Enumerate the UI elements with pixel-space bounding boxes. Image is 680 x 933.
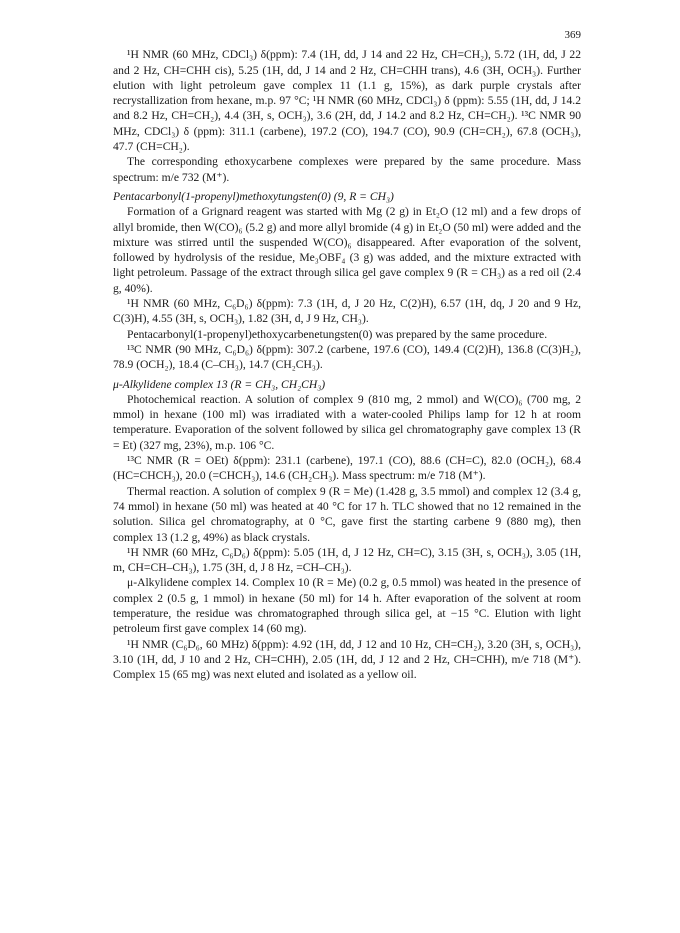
- section-heading: μ-Alkylidene complex 13 (R = CH₃, CH₂CH₃): [113, 377, 326, 391]
- paragraph: ¹³C NMR (90 MHz, C₆D₆) δ(ppm): 307.2 (carbene, 197.6 (CO), 149.4 (C(2)H), 136.8 (C(3)H₂), 78.9 (OCH₂), 18.4 (C–CH₃), 14.7 (CH₂CH₃).: [113, 342, 581, 372]
- paragraph: The corresponding ethoxycarbene complexes were prepared by the same procedure. Mass spectrum: m/e 732 (M⁺).: [113, 155, 581, 184]
- page-number: 369: [564, 29, 581, 41]
- paragraph: ¹H NMR (60 MHz, C₆D₆) δ(ppm): 7.3 (1H, d, J 20 Hz, C(2)H), 6.57 (1H, dq, J 20 and 9 Hz, C(3)H), 4.55 (3H, s, OCH₃), 1.82 (3H, d, J 9 Hz, CH₃).: [113, 297, 581, 326]
- paragraph: Photochemical reaction. A solution of complex 9 (810 mg, 2 mmol) and W(CO)₆ (700 mg, 2 mmol) in hexane (100 ml) was irradiated with a water-cooled Philips lamp for 12 h at room temperature. Evaporation of the solvent followed by silica gel chromatography gave complex 13 (R = Et) (327 mg, 23%), m.p. 106 °C.: [113, 392, 581, 452]
- document-page: [113, 28, 581, 682]
- paragraph: ¹³C NMR (R = OEt) δ(ppm): 231.1 (carbene), 197.1 (CO), 88.6 (CH=C), 82.0 (OCH₂), 68.4 (HC=CHCH₃), 20.0 (=CHCH₃), 14.6 (CH₂CH₃). Mass spectrum: m/e 718 (M⁺).: [113, 454, 581, 483]
- section-heading: Pentacarbonyl(1-propenyl)methoxytungsten(0) (9, R = CH₃): [113, 189, 394, 203]
- paragraph: Formation of a Grignard reagent was started with Mg (2 g) in Et₂O (12 ml) and a few drops of allyl bromide, then W(CO)₆ (5.2 g) and more allyl bromide (4 g) in Et₂O (50 ml) were added and the mixture was stirred until the suspended W(CO)₆ disappeared. After evaporation of the solvent, followed by hydrolysis of the residue, Me₃OBF₄ (3 g) was added, and the mixture extracted with light petroleum. Passage of the extract through silica gel gave complex 9 (R = CH₃) as a red oil (2.4 g, 40%).: [113, 205, 581, 295]
- paragraph: Thermal reaction. A solution of complex 9 (R = Me) (1.428 g, 3.5 mmol) and complex 12 (3.4 g, 74 mmol) in hexane (50 ml) was heated at 40 °C for 17 h. TLC showed that no 12 remained in the solution. Silica gel chromatography, at 0 °C, gave first the starting carbene 9 (880 mg), then complex 13 (1.2 g, 49%) as black crystals.: [113, 484, 581, 544]
- paragraph: ¹H NMR (60 MHz, CDCl₃) δ(ppm): 7.4 (1H, dd, J 14 and 22 Hz, CH=CH₂), 5.72 (1H, dd, J 22 and 2 Hz, CH=CHH cis), 5.25 (1H, dd, J 14 and 2 Hz, CH=CHH trans), 4.6 (3H, OCH₃). Further elution with light petroleum gave complex 11 (1.1 g, 15%), as dark purple crystals after recrystallization from hexane, m.p. 97 °C; ¹H NMR (60 MHz, CDCl₃) δ (ppm): 5.55 (1H, dd, J 14.2 and 8.2 Hz, CH=CH₂), 4.4 (3H, s, OCH₃), 3.6 (2H, dd, J 14.2 and 8.2 Hz, CH=CH₂). ¹³C NMR 90 MHz, CDCl₃) δ (ppm): 311.1 (carbene), 197.2 (CO), 194.7 (CO), 90.9 (CH=CH₂), 67.8 (OCH₃), 47.7 (CH=CH₂).: [113, 48, 581, 154]
- paragraph: ¹H NMR (60 MHz, C₆D₆) δ(ppm): 5.05 (1H, d, J 12 Hz, CH=C), 3.15 (3H, s, OCH₃), 3.05 (1H, m, CH=CH–CH₃), 1.75 (3H, d, J 8 Hz, =CH–CH₃).: [113, 545, 581, 575]
- paragraph: μ-Alkylidene complex 14. Complex 10 (R = Me) (0.2 g, 0.5 mmol) was heated in the presence of complex 2 (0.5 g, 1 mmol) in hexane (50 ml) for 14 h. After evaporation of the solvent at room temperature, the residue was chromatographed through silica gel, at −15 °C. Elution with light petroleum first gave complex 14 (60 mg).: [113, 576, 581, 636]
- document-body: [113, 47, 581, 682]
- paragraph: Pentacarbonyl(1-propenyl)ethoxycarbenetungsten(0) was prepared by the same procedure.: [127, 327, 548, 341]
- paragraph: ¹H NMR (C₆D₆, 60 MHz) δ(ppm): 4.92 (1H, dd, J 12 and 10 Hz, CH=CH₂), 3.20 (3H, s, OCH₃), 3.10 (1H, dd, J 10 and 2 Hz, CH=CHH), 2.05 (1H, dd, J 12 and 2 Hz, CH=CHH), m/e 718 (M⁺). Complex 15 (65 mg) was next eluted and isolated as a yellow oil.: [113, 637, 581, 682]
